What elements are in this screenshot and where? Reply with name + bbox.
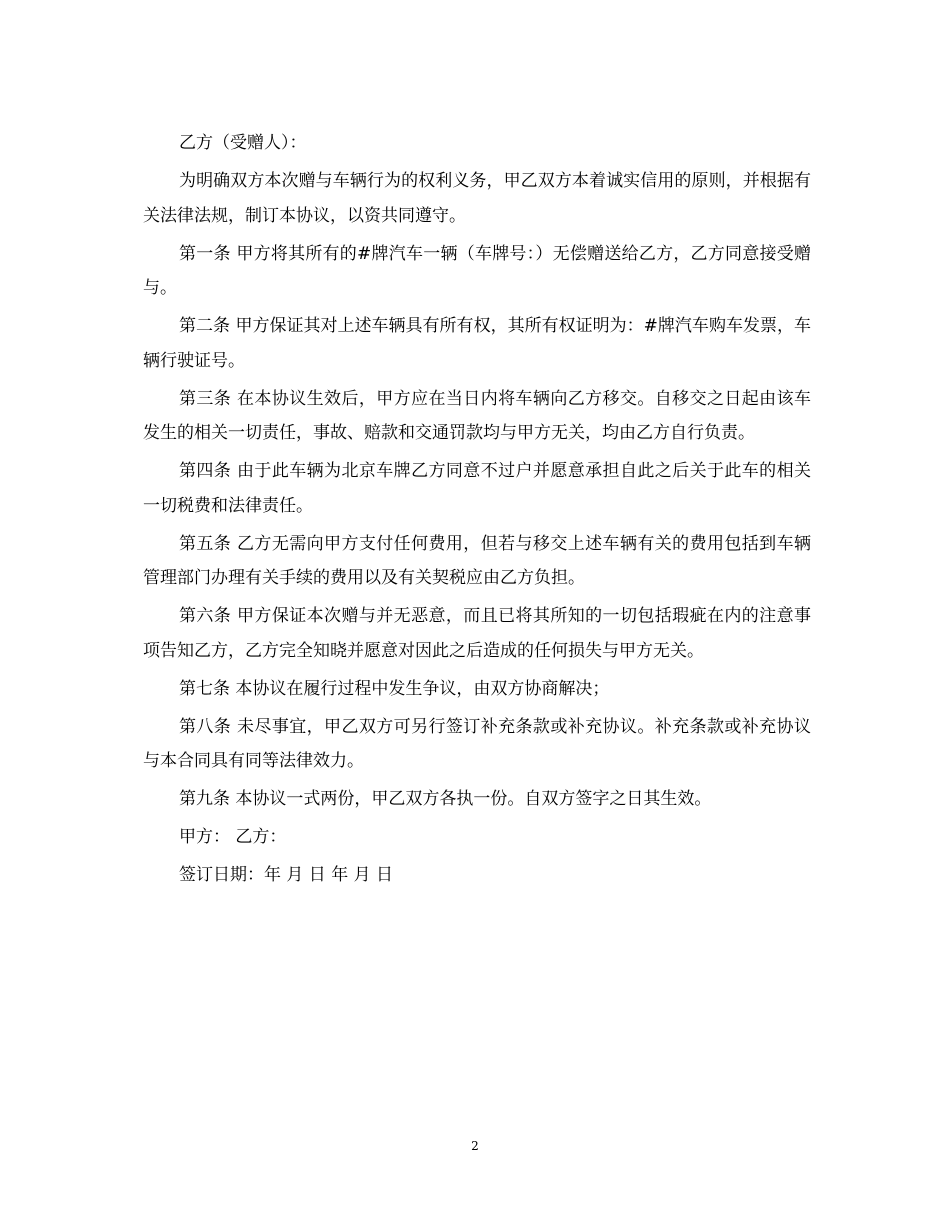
preamble-paragraph: 为明确双方本次赠与车辆行为的权利义务，甲乙双方本着诚实信用的原则，并根据有关法律法规，制订本协议，以资共同遵守。: [143, 171, 811, 226]
page-number: 2: [471, 1139, 479, 1153]
party-b-label: 乙方（受赠人）：: [179, 133, 307, 153]
article-6: 第六条 甲方保证本次赠与并无恶意，而且已将其所知的一切包括瑕疵在内的注意事项告知乙方，乙方完全知晓并愿意对因此之后造成的任何损失与甲方无关。: [143, 606, 811, 661]
article-5: 第五条 乙方无需向甲方支付任何费用，但若与移交上述车辆有关的费用包括到车辆管理部门办理有关手续的费用以及有关契税应由乙方负担。: [143, 533, 811, 588]
signature-line: 甲方： 乙方：: [179, 827, 287, 847]
document-body: [143, 126, 811, 893]
article-2: 第二条 甲方保证其对上述车辆具有所有权，其所有权证明为：#牌汽车购车发票，车辆行驶证号。: [143, 316, 811, 371]
signing-date-line: 签订日期：年 月 日 年 月 日: [179, 865, 394, 885]
article-9: 第九条 本协议一式两份，甲乙双方各执一份。自双方签字之日其生效。: [179, 789, 712, 809]
article-8: 第八条 未尽事宜，甲乙双方可另行签订补充条款或补充协议。补充条款或补充协议与本合同具有同等法律效力。: [143, 716, 811, 771]
article-7: 第七条 本协议在履行过程中发生争议，由双方协商解决；: [179, 678, 610, 699]
article-1: 第一条 甲方将其所有的#牌汽车一辆（车牌号：）无偿赠送给乙方，乙方同意接受赠与。: [143, 243, 811, 298]
article-4: 第四条 由于此车辆为北京车牌乙方同意不过户并愿意承担自此之后关于此车的相关一切税费和法律责任。: [143, 461, 811, 516]
article-3: 第三条 在本协议生效后，甲方应在当日内将车辆向乙方移交。自移交之日起由该车发生的相关一切责任，事故、赔款和交通罚款均与甲方无关，均由乙方自行负责。: [143, 388, 811, 443]
